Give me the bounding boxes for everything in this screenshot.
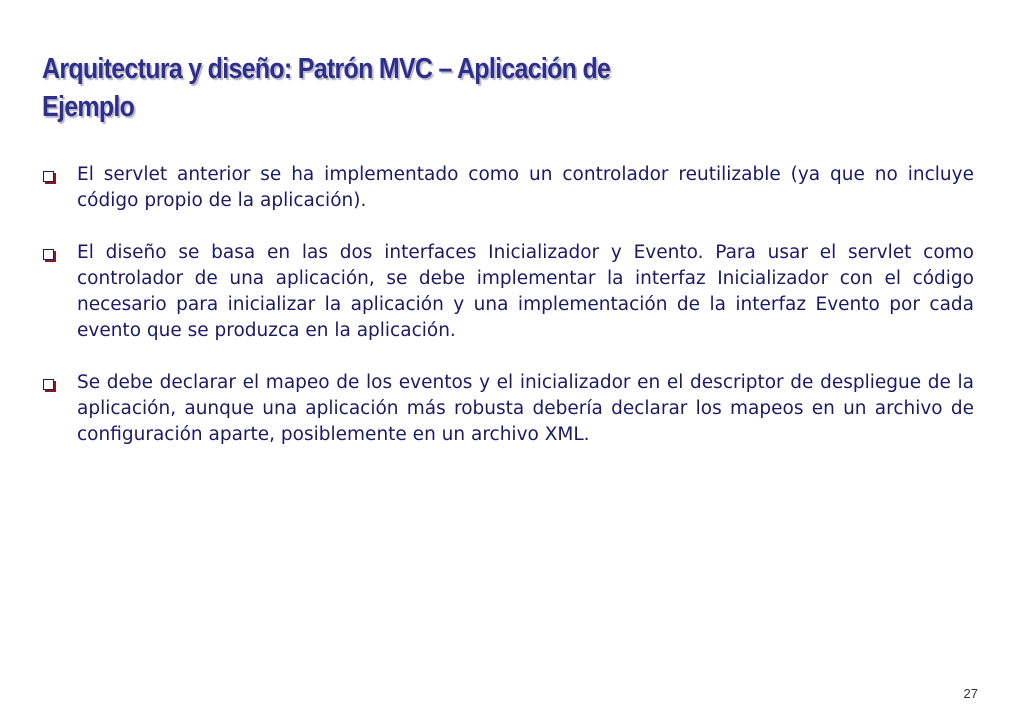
square-bullet-icon [43, 249, 54, 260]
bullet-text-1: El servlet anterior se ha implementado como un controlador reutilizable (ya que no incluye código propio de la aplicación). [77, 164, 974, 211]
slide-title-line-1: Arquitectura y diseño: Patrón MVC – Aplicación de [42, 53, 611, 85]
bullet-item-3 [40, 370, 974, 448]
bullet-text-2: El diseño se basa en las dos interfaces Inicializador y Evento. Para usar el servlet como controlador de una aplicación, se debe implementar la interfaz Inicializador con el código necesario para inicializar la aplicación y una implementación de la interfaz Evento por cada evento que se produzca en la aplicación. [77, 242, 974, 341]
bullet-list [40, 162, 974, 474]
slide-title-line-2: Ejemplo [42, 91, 135, 123]
bullet-item-1 [40, 162, 974, 214]
page-number: 27 [963, 686, 978, 701]
bullet-item-2 [40, 240, 974, 344]
square-bullet-icon [43, 379, 54, 390]
slide-title [42, 50, 816, 126]
bullet-text-3: Se debe declarar el mapeo de los eventos y el inicializador en el descriptor de despliegue de la aplicación, aunque una aplicación más robusta debería declarar los mapeos en un archivo de configuración aparte, posiblemente en un archivo XML. [77, 372, 974, 445]
square-bullet-icon [43, 171, 54, 182]
